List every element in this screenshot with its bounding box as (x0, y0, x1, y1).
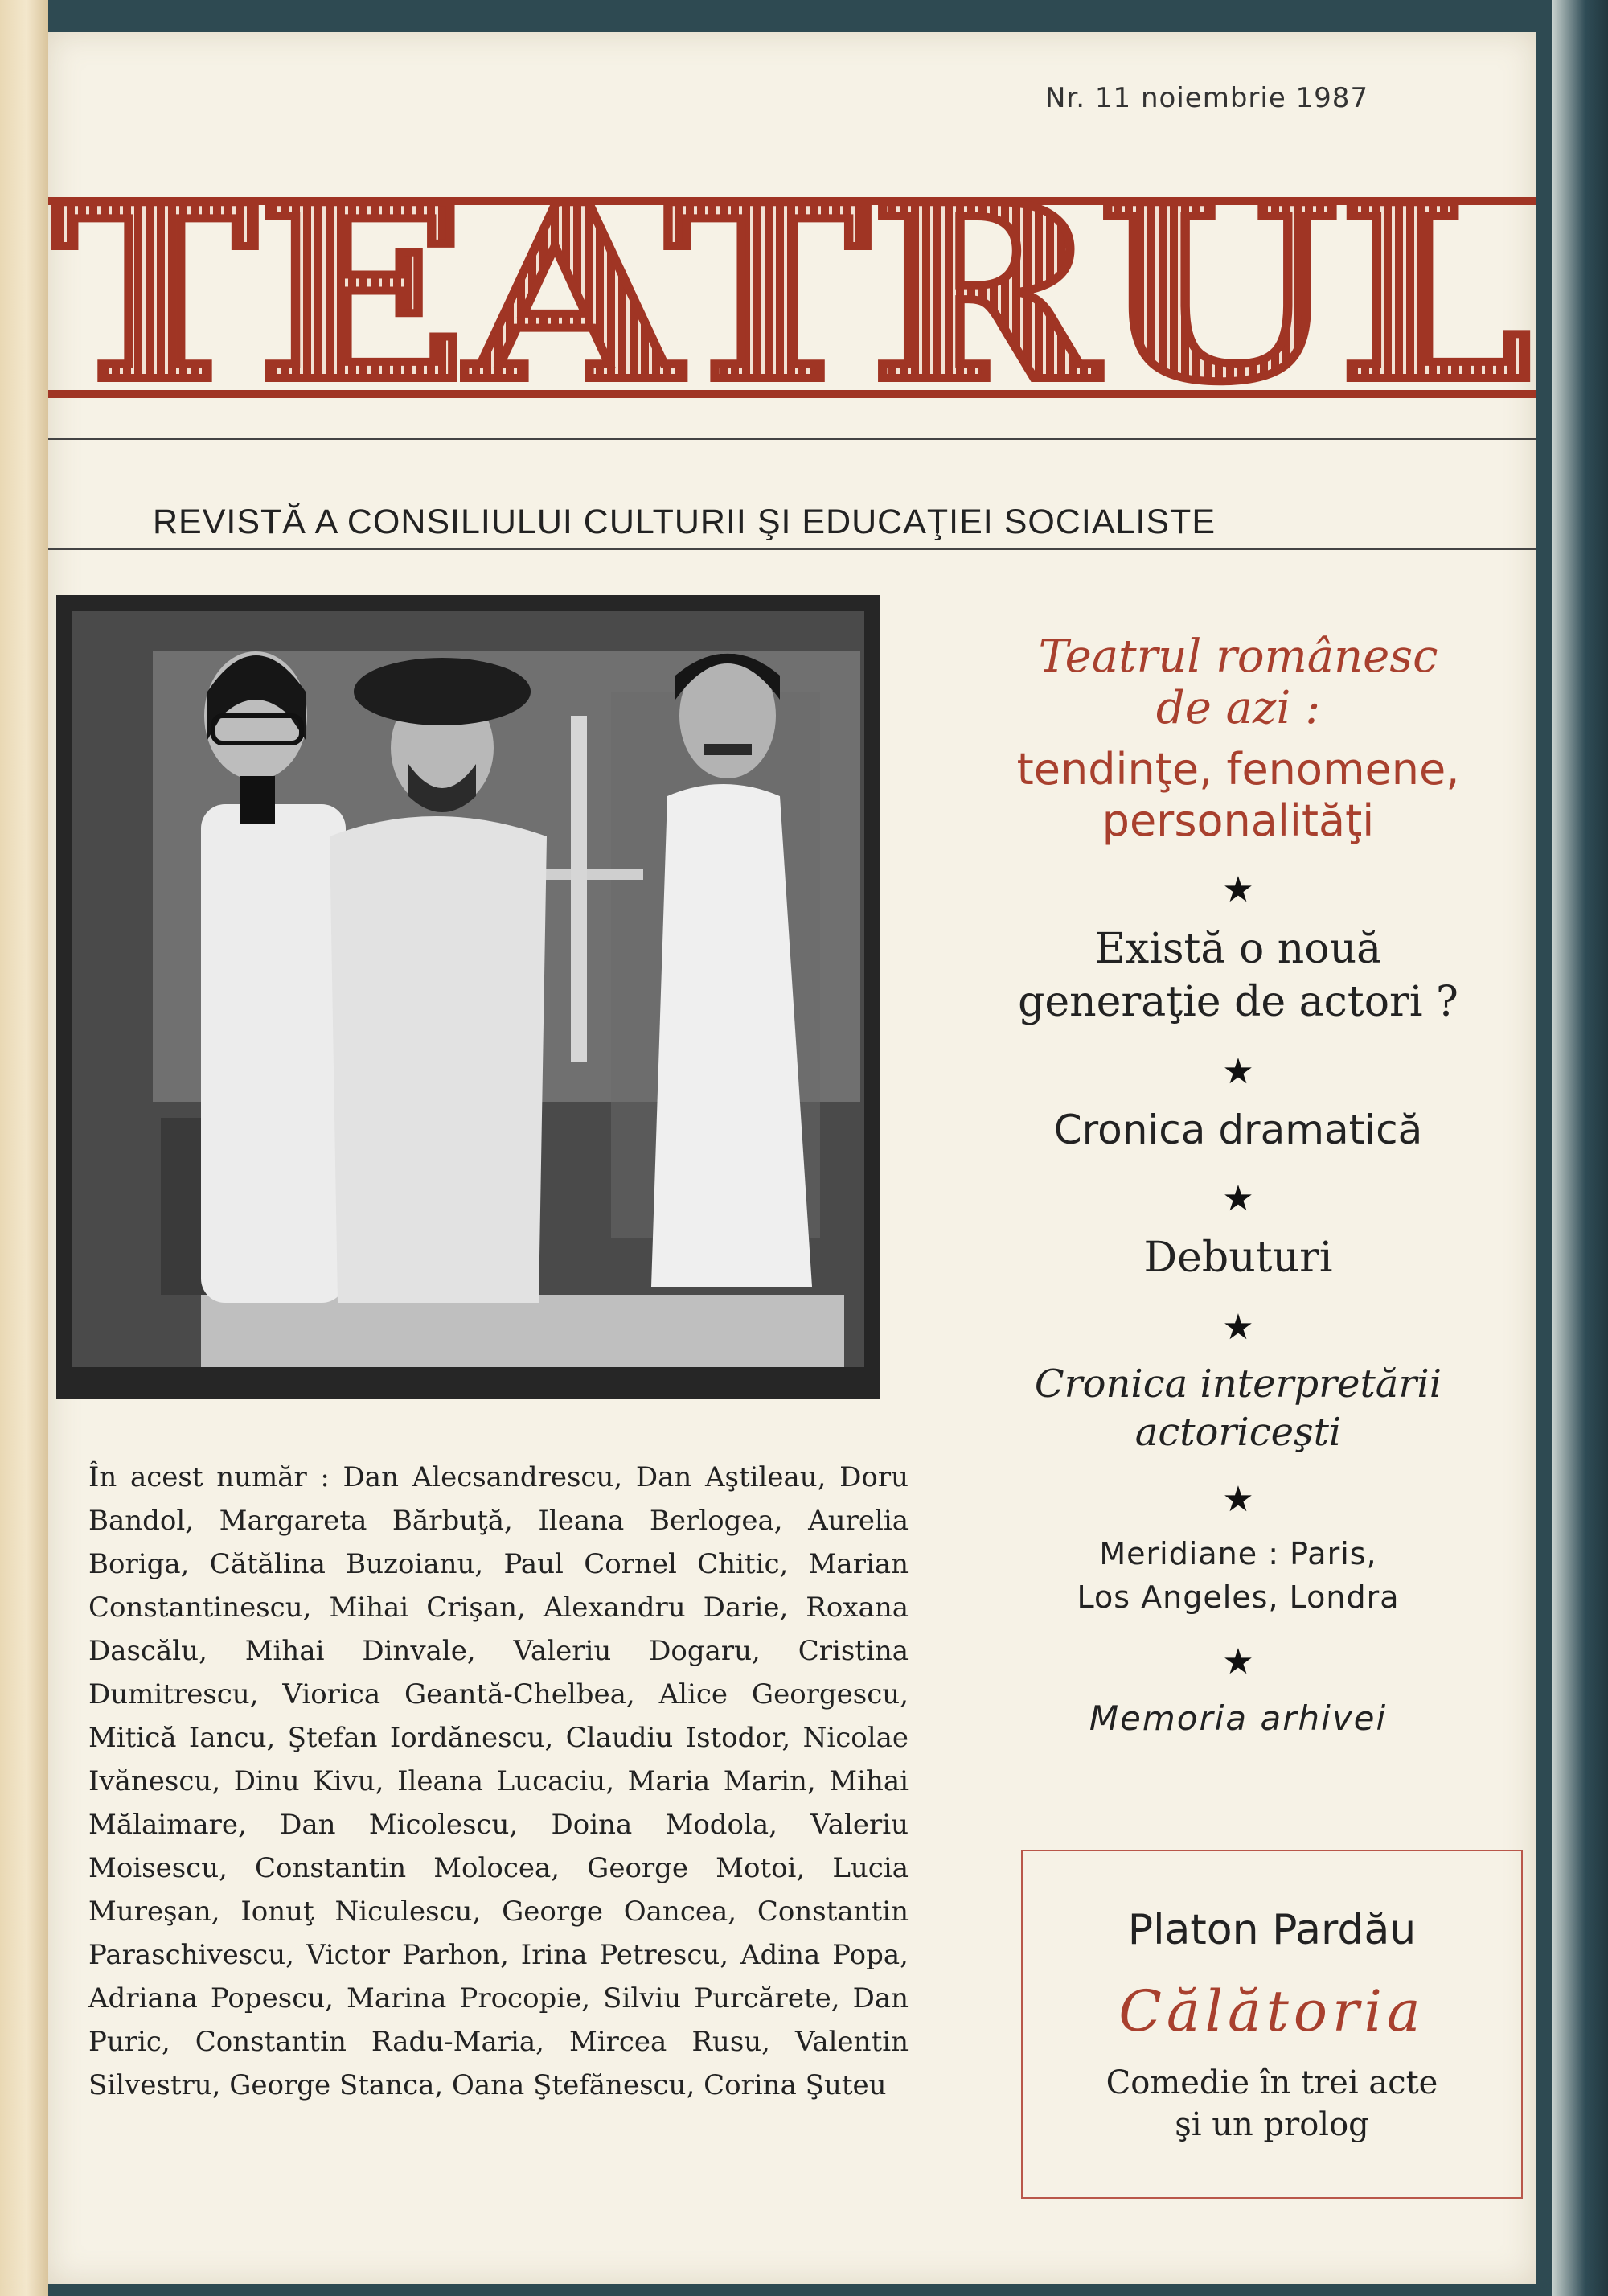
toc-item-1-line-1: Teatrul românesc (1038, 630, 1438, 683)
featured-play-box (1021, 1850, 1523, 2199)
toc-item-6-line-2: Los Angeles, Londra (1077, 1579, 1400, 1615)
play-author: Platon Pardău (1127, 1906, 1417, 1954)
stage-photo (56, 595, 880, 1399)
masthead-logo (48, 173, 1536, 430)
binding-right-edge (1552, 0, 1608, 2296)
toc-item-3: Cronica dramatică (1053, 1107, 1423, 1153)
star-separator-3: ★ (1222, 1178, 1254, 1219)
masthead-title: TEATRUL (52, 173, 1532, 430)
binding-left-edge (0, 0, 48, 2296)
star-separator-1: ★ (1222, 869, 1254, 910)
play-description-line-2: şi un prolog (1175, 2106, 1369, 2143)
cover-page (48, 32, 1536, 2284)
toc-item-2-line-1: Există o nouă (1094, 925, 1382, 973)
star-separator-5: ★ (1222, 1479, 1254, 1520)
toc-item-1-line-3: tendinţe, fenomene, (1016, 744, 1460, 795)
toc-item-5-line-1: Cronica interpretării (1034, 1362, 1442, 1407)
toc-item-5-line-2: actoriceşti (1134, 1410, 1342, 1455)
play-title: Călătoria (1118, 1978, 1425, 2044)
toc-item-2-line-2: generaţie de actori ? (1018, 978, 1458, 1026)
toc-item-6-line-1: Meridiane : Paris, (1099, 1536, 1377, 1571)
play-description-line-1: Comedie în trei acte (1106, 2064, 1438, 2101)
rule-bottom (48, 548, 1536, 550)
star-separator-6: ★ (1222, 1641, 1254, 1682)
toc-item-1-line-2: de azi : (1155, 682, 1321, 734)
rule-top (48, 438, 1536, 440)
toc-item-4: Debuturi (1143, 1234, 1333, 1282)
magazine-subtitle: REVISTĂ A CONSILIULUI CULTURII ŞI EDUCAŢIEI SOCIALISTE (153, 503, 1216, 541)
star-separator-4: ★ (1222, 1307, 1254, 1348)
contributors-list (56, 1456, 909, 2107)
contents-list (953, 631, 1524, 1743)
issue-number: Nr. 11 noiembrie 1987 (1045, 82, 1369, 114)
contributors-text: În acest număr : Dan Alecsandrescu, Dan Aştileau, Doru Bandol, Margareta Bărbuţă, Ileana Berlogea, Aurelia Boriga, Cătălina Buzoianu, Paul Cornel Chitic, Marian Constantinescu, Mihai Crişan, Alexandru Darie, Roxana Dascălu, Mihai Dinvale, Valeriu Dogaru, Cristina Dumitrescu, Viorica Geantă-Chelbea, Alice Georgescu, Mitică Iancu, Ştefan Iordănescu, Claudiu Istodor, Nicolae Ivănescu, Dinu Kivu, Ileana Lucaciu, Maria Marin, Mihai Mălaimare, Dan Micolescu, Doina Modola, Valeriu Moisescu, Constantin Molocea, George Motoi, Lucia Mureşan, Ionuţ Niculescu, George Oancea, Constantin Paraschivescu, Victor Parhon, Irina Petrescu, Adina Popa, Adriana Popescu, Marina Procopie, Silviu Purcărete, Dan Puric, Constantin Radu-Maria, Mircea Rusu, Valentin Silvestru, George Stanca, Oana Ştefănescu, Corina Şuteu (88, 1461, 909, 2101)
star-separator-2: ★ (1222, 1051, 1254, 1092)
toc-item-1-line-4: personalităţi (1101, 795, 1375, 846)
toc-item-7: Memoria arhivei (1089, 1698, 1388, 1738)
